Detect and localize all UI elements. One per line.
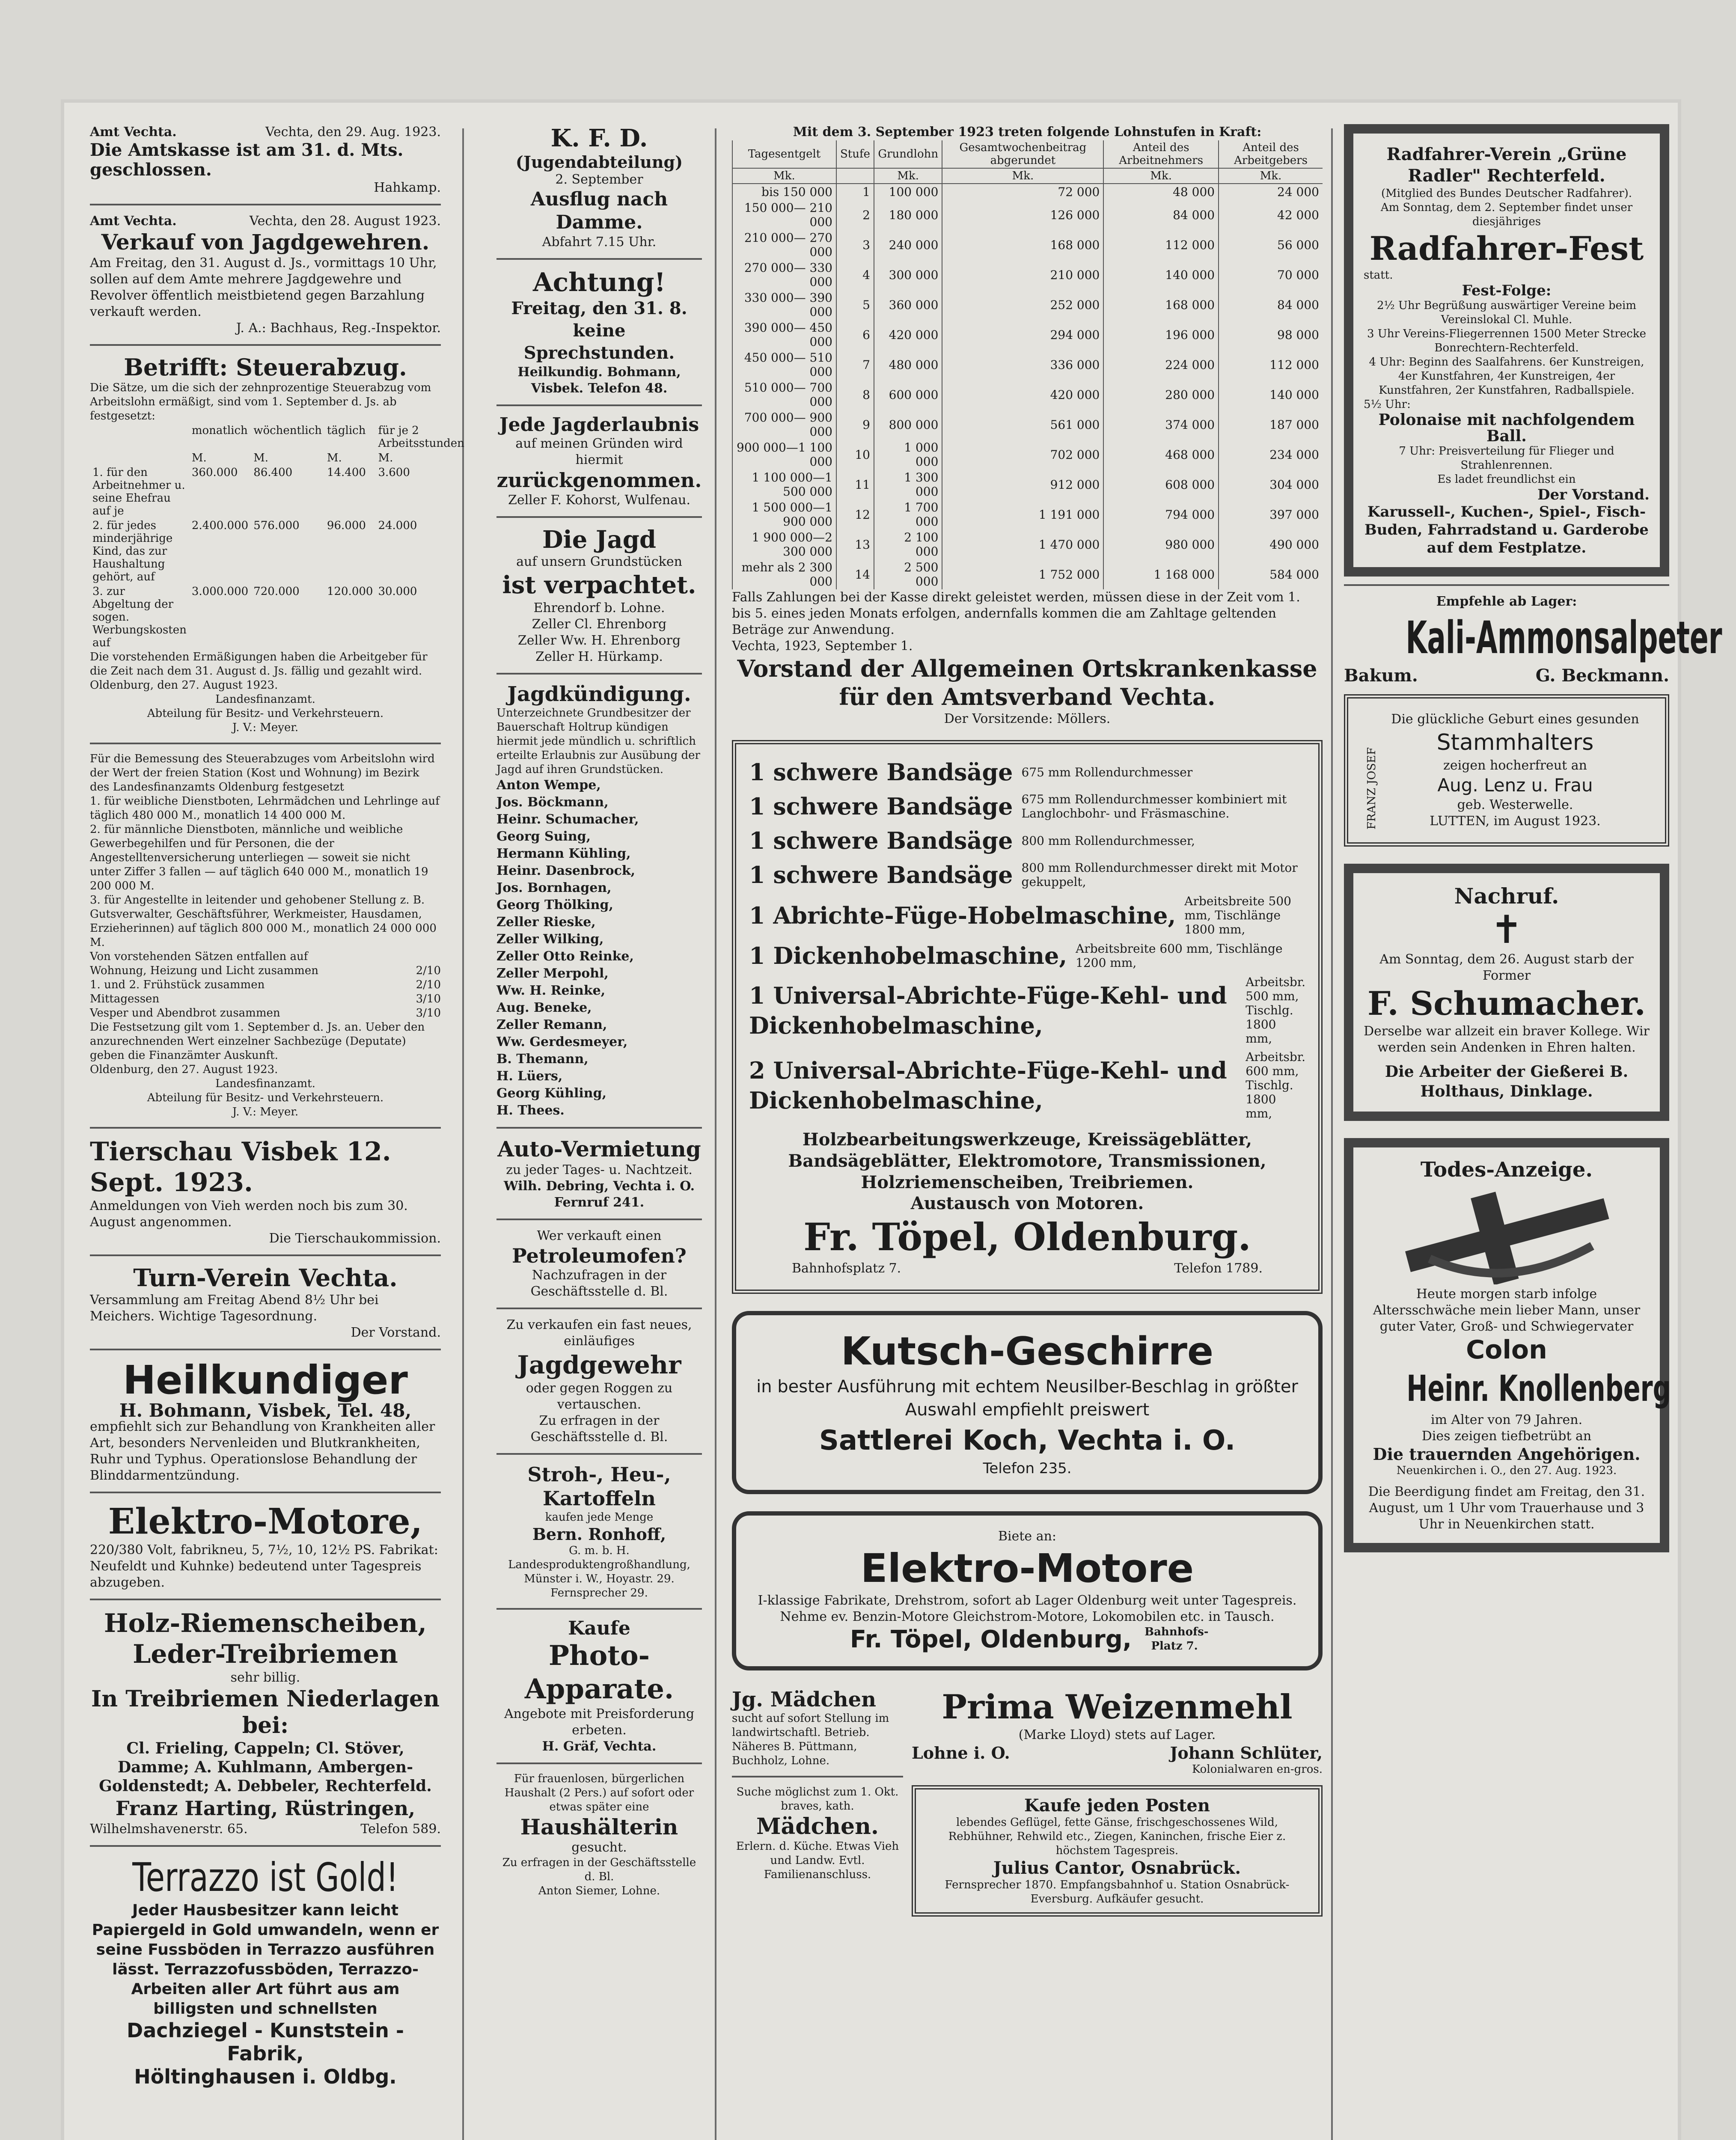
list-item: B. Themann,	[496, 1052, 589, 1067]
ad-photo: Kaufe Photo-Apparate. Angebote mit Preisforderung erbeten. H. Gräf, Vechta.	[496, 1617, 702, 1755]
table-cell: 1 470 000	[942, 529, 1103, 559]
list-item: Ww. H. Reinke,	[496, 983, 606, 998]
table-row	[732, 230, 1323, 260]
table-cell: 490 000	[1219, 529, 1323, 559]
table-cell: 450 000— 510 000	[732, 350, 836, 380]
notice-body: Am Freitag, den 31. August d. Js., vormittags 10 Uhr, sollen auf dem Amte mehrere Jagdgewehre und Revolver öffentlich meistbietend gegen Barzahlung verkauft werden.	[90, 256, 437, 319]
table-cell: 1 191 000	[942, 499, 1103, 529]
table-cell: 210 000	[942, 260, 1103, 290]
table-cell: 6	[836, 320, 874, 350]
table-cell: 1 168 000	[1103, 559, 1219, 589]
ad-kali: Empfehle ab Lager: Kali-Ammonsalpeter Bakum. G. Beckmann.	[1344, 594, 1722, 686]
ad-jagderlaubnis: Jede Jagderlaubnis auf meinen Gründen wird hiermit zurückgenommen. Zeller F. Kohorst, Wulfenau.	[496, 414, 702, 508]
table-cell: 12	[836, 499, 874, 529]
ad-title: Elektro-Motore,	[108, 1501, 423, 1542]
table-cell: 84 000	[1103, 200, 1219, 230]
table-cell: 3	[836, 230, 874, 260]
table-row	[732, 410, 1323, 440]
table-cell: 374 000	[1103, 410, 1219, 440]
table-cell: 700 000— 900 000	[732, 410, 836, 440]
list-item: H. Thees.	[496, 1103, 565, 1118]
table-cell: 336 000	[942, 350, 1103, 380]
notice-title: Betrifft: Steuerabzug.	[124, 354, 407, 381]
table-row	[732, 470, 1323, 499]
ad-kfd: K. F. D. (Jugendabteilung) 2. September Ausflug nach Damme. Abfahrt 7.15 Uhr.	[496, 124, 702, 250]
notice-title: Mit dem 3. September 1923 treten folgende Lohnstufen in Kraft:	[793, 125, 1262, 140]
list-item: Zeller Merpohl,	[496, 966, 609, 981]
table-cell: 168 000	[1103, 290, 1219, 320]
notice-amtskasse	[90, 124, 441, 196]
table-cell: 168 000	[942, 230, 1103, 260]
table-row: 3. zur Abgeltung der sogen. Werbungskosten auf 3.000.000 720.000 120.000 30.000	[92, 585, 417, 649]
table-row	[732, 320, 1323, 350]
right-ads	[912, 1688, 1323, 1917]
machine-spec: Arbeitsbr. 500 mm, Tischlg. 1800 mm,	[1246, 975, 1305, 1046]
table-cell: 1 100 000—1 500 000	[732, 470, 836, 499]
list-item: 2½ Uhr Begrüßung auswärtiger Vereine beim Vereinslokal Cl. Muhle.	[1377, 299, 1636, 326]
ad-title: Jagdkündigung.	[507, 682, 691, 706]
machine-name: 2 Universal-Abrichte-Füge-Kehl- und Dickenhobelmaschine,	[749, 1056, 1227, 1114]
table-cell: 420 000	[942, 380, 1103, 410]
table-row	[732, 350, 1323, 380]
table-cell: 56 000	[1219, 230, 1323, 260]
ad-turnverein: Turn-Verein Vechta. Versammlung am Freitag Abend 8½ Uhr bei Meichers. Wichtige Tagesordnung. Der Vorstand.	[90, 1264, 441, 1340]
ad-kutsch-geschirre: Kutsch-Geschirre in bester Ausführung mit echtem Neusilber-Beschlag in größter Auswahl empfiehlt preiswert Sattlerei Koch, Vechta i. O. Telefon 235.	[732, 1311, 1323, 1494]
ad-title: Todes-Anzeige.	[1420, 1158, 1593, 1182]
tax-table: monatlich wöchentlich täglich für je 2 Arbeitsstunden M. M. M. M. 1. für den Arbeitnehmer u. seine Ehefrau auf je 360.000 86.400 14.400 3.600 2. für jedes minderjährige Kind, das zur Haushaltung gehört, auf 2.400.000 576.000 96.000 24.000 3. zur Abgeltung der sogen. Werbungskosten auf 3.000.000 720.000 120.000 30.000	[90, 423, 467, 650]
table-cell: 234 000	[1219, 440, 1323, 470]
table-cell: 794 000	[1103, 499, 1219, 529]
newspaper-page	[64, 103, 1722, 2140]
list-item: Heinr. Dasenbrock,	[496, 863, 636, 878]
table-cell: 561 000	[942, 410, 1103, 440]
table-cell: 2 100 000	[874, 529, 942, 559]
wage-table: Tagesentgelt Stufe Grundlohn Gesamtwochenbeitrag abgerundet Anteil des Arbeitnehmers Anteil des Arbeitgebers Mk. Mk. Mk. Mk. Mk. bis 150 000 1 100 000 72 000 48 000 24 000 150 000— 210 000 2 180 000 126 000 84 000 42 000 210 000— 270 000 3 240 000 168 000 112 000 56 000 270 000— 330 000 4 300 000 210 000 140 000 70 000 330 000— 390 000 5 360 000 252 000 168 000 84 000 390 000— 450 000 6 420 000 294 000 196 000 98 000 450 000— 510 000 7 480 000 336 000 224 000 112 000 510 000— 700 000 8 600 000 420 000 280 000 140 000 700 000— 900 000 9 800 000 561 000 374 000 187 000 900 000—1 100 000 10 1 000 000 702 000 468 000 234 000 1 100 000—1 500 000 11 1 300 000 912 000 608 000 304 000 1 500 000—1 900 000 12 1 700 000 1 191 000 794 000 397 000 1 900 000—2 300 000 13 2 100 000 1 470 000 980 000 490 000 mehr als 2 300 000 14 2 500 000 1 752 000 1 168 000 584 000	[732, 140, 1323, 589]
machine-name: 1 schwere Bandsäge	[749, 793, 1013, 820]
ad-achtung: Achtung! Freitag, den 31. 8. keine Sprechstunden. Heilkundig. Bohmann, Visbek. Telefon 48.	[496, 268, 702, 397]
table-cell: 270 000— 330 000	[732, 260, 836, 290]
table-cell: 702 000	[942, 440, 1103, 470]
table-cell: 187 000	[1219, 410, 1323, 440]
table-cell: 468 000	[1103, 440, 1219, 470]
ad-haushaelterin: Für frauenlosen, bürgerlichen Haushalt (2 Pers.) auf sofort oder etwas später eine Haushälterin gesucht. Zu erfragen in der Geschäftsstelle d. Bl. Anton Siemer, Lohne.	[496, 1772, 702, 1898]
list-item: Zeller Remann,	[496, 1017, 607, 1032]
table-cell: 112 000	[1219, 350, 1323, 380]
table-cell: 1 900 000—2 300 000	[732, 529, 836, 559]
list-item: 3. für Angestellte in leitender und gehobener Stellung z. B. Gutsverwalter, Geschäftsführer, Werkmeister, Hausdamen, Erzieherinnen) auf täglich 800 000 M., monatlich 24 000 000 M.	[90, 894, 437, 949]
list-item: 4 Uhr: Beginn des Saalfahrens. 6er Kunstreigen, 4er Kunstfahren, 4er Kunstreigen, 4er Kunstfahren, 2er Kunstfahren, Radballspiele.	[1369, 356, 1644, 397]
ad-title: Mädchen.	[756, 1813, 879, 1840]
ad-title: Petroleumofen?	[512, 1244, 687, 1267]
table-cell: 1 700 000	[874, 499, 942, 529]
notice-head: Amt Vechta.	[90, 214, 177, 229]
table-cell: 224 000	[1103, 350, 1219, 380]
table-row	[732, 559, 1323, 589]
ad-title: Prima Weizenmehl	[942, 1688, 1293, 1727]
table-row	[732, 260, 1323, 290]
table-row	[732, 184, 1323, 200]
ad-terrazzo: Terrazzo ist Gold! Jeder Hausbesitzer kann leicht Papiergeld in Gold umwandeln, wenn er seine Fussböden in Terrazzo ausführen lässt. Terrazzofussböden, Terrazzo-Arbeiten aller Art führt aus am billigsten und schnellsten Dachziegel - Kunststein - Fabrik, Höltinghausen i. Oldbg.	[92, 1855, 439, 2088]
machine-spec: 800 mm Rollendurchmesser,	[1021, 833, 1195, 848]
table-cell: 210 000— 270 000	[732, 230, 836, 260]
list-item: Ww. Gerdesmeyer,	[496, 1034, 628, 1049]
machine-list	[749, 757, 1305, 1121]
list-item: 2. für männliche Dienstboten, männliche und weibliche Gewerbegehilfen und für Personen, die der Angestelltenversicherung unterliegen — soweit sie nicht unter Ziffer 3 fallen — auf täglich 640 000 M., monatlich 19 200 000 M.	[90, 823, 428, 892]
machine-name: 1 schwere Bandsäge	[749, 758, 1013, 786]
cross-wreath-icon	[1378, 1182, 1635, 1284]
machine-name: 1 schwere Bandsäge	[749, 861, 1013, 889]
table-cell: 70 000	[1219, 260, 1323, 290]
table-cell: 397 000	[1219, 499, 1323, 529]
list-item: Aug. Beneke,	[496, 1000, 592, 1015]
column-1	[90, 124, 464, 2088]
table-cell: 252 000	[942, 290, 1103, 320]
ad-title: Jede Jagderlaubnis	[499, 414, 699, 436]
ad-title: Kali-Ammonsalpeter	[1406, 612, 1722, 664]
table-cell: 100 000	[874, 184, 942, 200]
ad-radfahrerfest: Radfahrer-Verein „Grüne Radler" Rechterfeld. (Mitglied des Bundes Deutscher Radfahrer). Am Sonntag, dem 2. September findet unser diesjähriges Radfahrer-Fest statt. Fest-Folge: 2½ Uhr Begrüßung auswärtiger Vereine beim Vereinslokal Cl. Muhle. 3 Uhr Vereins-Fliegerrennen 1500 Meter Strecke Bonrechtern-Rechterfeld. 4 Uhr: Beginn des Saalfahrens. 6er Kunstreigen, 4er Kunstfahren, 4er Kunstreigen, 4er Kunstfahren, 2er Kunstfahren, Radballspiele. 5½ Uhr: Polonaise mit nachfolgendem Ball. 7 Uhr: Preisverteilung für Flieger und Strahlenrennen. Es ladet freundlichst ein Der Vorstand. Karussell-, Kuchen-, Spiel-, Fisch-Buden, Fahrradstand u. Garderobe auf dem Festplatze.	[1344, 124, 1669, 577]
notice-date: Oldenburg, den 27. August 1923.	[90, 679, 278, 692]
table-cell: 330 000— 390 000	[732, 290, 836, 320]
ad-title: Auto-Vermietung	[497, 1136, 701, 1162]
machine-name: 1 Abrichte-Füge-Hobelmaschine,	[749, 901, 1176, 929]
ad-title: Tierschau Visbek 12. Sept. 1923.	[90, 1137, 391, 1198]
table-row	[732, 290, 1323, 320]
list-item	[749, 860, 1305, 890]
table-cell: 390 000— 450 000	[732, 320, 836, 350]
list-item	[749, 791, 1305, 821]
notice-date: Vechta, den 29. Aug. 1923.	[265, 125, 441, 140]
table-cell: 240 000	[874, 230, 942, 260]
list-item: Heinr. Schumacher,	[496, 812, 639, 827]
ad-title: Heilkundiger	[123, 1357, 408, 1403]
notice-body: Die vorstehenden Ermäßigungen haben die Arbeitgeber für die Zeit nach dem 31. August d. Js. fällig und gezahlt wird.	[90, 651, 428, 678]
notice-lohnstufen: Mit dem 3. September 1923 treten folgende Lohnstufen in Kraft: Tagesentgelt Stufe Grundlohn Gesamtwochenbeitrag abgerundet Anteil des Arbeitnehmers Anteil des Arbeitgebers Mk. Mk. Mk. Mk. Mk. bis 150 000 1 100 000 72 000 48 000 24 000 150 000— 210 000 2 180 000 126 000 84 000 42 000 210 000— 270 000 3 240 000 168 000 112 000 56 000 270 000— 330 000 4 300 000 210 000 140 000 70 000 330 000— 390 000 5 360 000 252 000 168 000 84 000 390 000— 450 000 6 420 000 294 000 196 000 98 000 450 000— 510 000 7 480 000 336 000 224 000 112 000 510 000— 700 000 8 600 000 420 000 280 000 140 000 700 000— 900 000 9 800 000 561 000 374 000 187 000 900 000—1 100 000 10 1 000 000 702 000 468 000 234 000 1 100 000—1 500 000 11 1 300 000 912 000 608 000 304 000 1 500 000—1 900 000 12 1 700 000 1 191 000 794 000 397 000 1 900 000—2 300 000 13 2 100 000 1 470 000 980 000 490 000 mehr als 2 300 000 14 2 500 000 1 752 000 1 168 000 584 000 Falls Zahlungen bei der Kasse direkt geleistet werden, müssen diese in der Zeit vom 1. bis 5. eines jeden Monats erfolgen, andernfalls kommen die am Zahltage geltenden Beträge zur Anwendung. Vechta, 1923, September 1. Vorstand der Allgemeinen Ortskrankenkasse für den Amtsverband Vechta. Der Vorsitzende: Möllers.	[732, 124, 1323, 727]
ad-title: Jg. Mädchen	[732, 1688, 877, 1712]
ad-title: Turn-Verein Vechta.	[133, 1264, 398, 1292]
ad-tierschau: Tierschau Visbek 12. Sept. 1923. Anmeldungen von Vieh werden noch bis zum 30. August angenommen. Die Tierschaukommission.	[90, 1137, 441, 1246]
table-cell: 300 000	[874, 260, 942, 290]
ad-jagdgewehr: Zu verkaufen ein fast neues, einläufiges Jagdgewehr oder gegen Roggen zu vertauschen. Zu erfragen in der Geschäftsstelle d. Bl.	[496, 1317, 702, 1445]
table-cell: 480 000	[874, 350, 942, 380]
column-4	[1344, 124, 1722, 1552]
list-item	[749, 826, 1305, 856]
notice-sign: Hahkamp.	[374, 180, 441, 195]
ad-petroleumofen: Wer verkauft einen Petroleumofen? Nachzufragen in der Geschäftsstelle d. Bl.	[496, 1228, 702, 1300]
table-cell: 98 000	[1219, 320, 1323, 350]
ad-jagd-verpachtet: Die Jagd auf unsern Grundstücken ist verpachtet. Ehrendorf b. Lohne. Zeller Cl. Ehrenborg Zeller Ww. H. Ehrenborg Zeller H. Hürkamp.	[496, 526, 702, 665]
list-item	[749, 941, 1305, 971]
notice-title: Verkauf von Jagdgewehren.	[101, 229, 430, 255]
list-item: Zeller Otto Reinke,	[496, 949, 634, 964]
table-cell: 1 000 000	[874, 440, 942, 470]
ad-jg-maedchen: Jg. Mädchen sucht auf sofort Stellung im landwirtschaftl. Betrieb. Näheres B. Püttmann, Buchholz, Lohne.	[732, 1688, 903, 1768]
list-item: Georg Thölking,	[496, 898, 613, 912]
ad-geburt: FRANZ JOSEF Die glückliche Geburt eines gesunden Stammhalters zeigen hocherfreut an Aug. Lenz u. Frau geb. Westerwelle. LUTTEN, im August 1923.	[1344, 694, 1669, 847]
column-3	[732, 124, 1323, 1917]
table-row	[732, 499, 1323, 529]
table-cell: 584 000	[1219, 559, 1323, 589]
table-cell: 2	[836, 200, 874, 230]
list-item: Jos. Bornhagen,	[496, 880, 612, 895]
table-cell: bis 150 000	[732, 184, 836, 200]
list-item: Jos. Böckmann,	[496, 795, 609, 810]
ad-nachruf: Nachruf. ✝ Am Sonntag, dem 26. August starb der Former F. Schumacher. Derselbe war allzeit ein braver Kollege. Wir werden sein Andenken in Ehren halten. Die Arbeiter der Gießerei B. Holthaus, Dinklage.	[1344, 864, 1669, 1121]
name-list	[496, 777, 702, 1119]
table-row	[732, 380, 1323, 410]
table-cell: 140 000	[1103, 260, 1219, 290]
notice-jagdgewehre	[90, 213, 441, 336]
table-row	[732, 200, 1323, 230]
ad-title: Elektro-Motore	[860, 1546, 1194, 1591]
cross-icon: ✝	[1490, 907, 1523, 952]
ad-title: Photo-Apparate.	[524, 1640, 674, 1705]
list-item: Zeller Wilking,	[496, 932, 604, 947]
table-cell: 608 000	[1103, 470, 1219, 499]
table-cell: 11	[836, 470, 874, 499]
ad-stroh: Stroh-, Heu-, Kartoffeln kaufen jede Menge Bern. Ronhoff, G. m. b. H. Landesproduktengroßhandlung, Münster i. W., Hoyastr. 29. Fernsprecher 29.	[496, 1462, 702, 1600]
table-cell: 84 000	[1219, 290, 1323, 320]
table-cell: 510 000— 700 000	[732, 380, 836, 410]
table-cell: 180 000	[874, 200, 942, 230]
notice-body: Die Amtskasse ist am 31. d. Mts. geschlossen.	[90, 140, 404, 180]
table-row	[732, 529, 1323, 559]
ad-title: Nachruf.	[1454, 883, 1559, 909]
table-cell: 912 000	[942, 470, 1103, 499]
table-cell: 280 000	[1103, 380, 1219, 410]
machine-spec: Arbeitsbr. 600 mm, Tischlg. 1800 mm,	[1246, 1050, 1305, 1121]
table-row	[732, 440, 1323, 470]
ad-title: Stroh-, Heu-, Kartoffeln	[527, 1463, 671, 1510]
table-cell: 800 000	[874, 410, 942, 440]
ad-maedchen: Suche möglichst zum 1. Okt. braves, kath. Mädchen. Erlern. d. Küche. Etwas Vieh und Landw. Evtl. Familienanschluss.	[732, 1785, 903, 1882]
table-cell: 10	[836, 440, 874, 470]
column-2	[496, 124, 702, 1898]
notice-date: Vechta, den 28. August 1923.	[249, 214, 441, 229]
notice-body: Die Sätze, um die sich der zehnprozentige Steuerabzug vom Arbeitslohn ermäßigt, sind vom 1. September d. Js. ab festgesetzt:	[90, 381, 431, 422]
list-item: Anton Wempe,	[496, 778, 601, 793]
notice-sign: J. V.: Meyer.	[232, 721, 299, 734]
ad-title: Die Jagd	[542, 526, 657, 554]
ad-title: Terrazzo ist Gold!	[132, 1855, 398, 1900]
list-item: Georg Suing,	[496, 829, 591, 844]
table-cell: 980 000	[1103, 529, 1219, 559]
ad-title: Jagdgewehr	[517, 1350, 681, 1379]
list-item: H. Lüers,	[496, 1069, 563, 1084]
table-cell: 126 000	[942, 200, 1103, 230]
machine-name: 1 Dickenhobelmaschine,	[749, 942, 1067, 969]
table-cell: 600 000	[874, 380, 942, 410]
small-ads	[732, 1688, 903, 1917]
table-cell: 2 500 000	[874, 559, 942, 589]
ad-cantor: Kaufe jeden Posten lebendes Geflügel, fette Gänse, frischgeschossenes Wild, Rebhühner, Rehwild etc., Ziegen, Kaninchen, frische Eier z. höchstem Tagespreis. Julius Cantor, Osnabrück. Fernsprecher 1870. Empfangsbahnhof u. Station Osnabrück-Eversburg. Aufkäufer gesucht.	[912, 1785, 1323, 1917]
table-cell: 196 000	[1103, 320, 1219, 350]
table-cell: 42 000	[1219, 200, 1323, 230]
table-cell: mehr als 2 300 000	[732, 559, 836, 589]
table-cell: 360 000	[874, 290, 942, 320]
table-cell: 150 000— 210 000	[732, 200, 836, 230]
machine-spec: 675 mm Rollendurchmesser kombiniert mit Langlochbohr- und Fräsmaschine.	[1021, 792, 1287, 820]
list-item: 5½ Uhr:	[1364, 398, 1411, 411]
ad-title: Kaufe jeden Posten	[1024, 1795, 1210, 1816]
table-cell: 7	[836, 350, 874, 380]
table-cell: 14	[836, 559, 874, 589]
ad-heilkundiger: Heilkundiger H. Bohmann, Visbek, Tel. 48, empfiehlt sich zur Behandlung von Krankheiten aller Art, besonders Nervenleiden und Blutkrankheiten, Ruhr und Typhus. Operationslose Behandlung der Blinddarmentzündung.	[90, 1358, 441, 1484]
list-item	[749, 1050, 1305, 1121]
table-cell: 24 000	[1219, 184, 1323, 200]
ad-elektromotore: Elektro-Motore, 220/380 Volt, fabrikneu, 5, 7½, 10, 12½ PS. Fabrikat: Neufeldt und Kuhnke) bedeutend unter Tagespreis abzugeben.	[90, 1501, 441, 1591]
list-item: 3 Uhr Vereins-Fliegerrennen 1500 Meter Strecke Bonrechtern-Rechterfeld.	[1367, 327, 1646, 354]
ad-auto-vermietung: Auto-Vermietung zu jeder Tages- u. Nachtzeit. Wilh. Debring, Vechta i. O. Fernruf 241.	[496, 1136, 702, 1211]
table-cell: 4	[836, 260, 874, 290]
table-cell: 304 000	[1219, 470, 1323, 499]
ad-jagdkuendigung: Jagdkündigung. Unterzeichnete Grundbesitzer der Bauerschaft Holtrup kündigen hiermit jede mündlich u. schriftlich erteilte Erlaubnis zur Ausübung der Jagd auf ihren Grundstücken. Anton Wempe, Jos. Böckmann, Heinr. Schumacher, Georg Suing, Hermann Kühling, Heinr. Dasenbrock, Jos. Bornhagen, Georg Thölking, Zeller Rieske, Zeller Wilking, Zeller Otto Reinke, Zeller Merpohl, Ww. H. Reinke, Aug. Beneke, Zeller Remann, Ww. Gerdesmeyer, B. Themann, H. Lüers, Georg Kühling, H. Thees.	[496, 682, 702, 1119]
table-cell: 294 000	[942, 320, 1103, 350]
list-item: Georg Kühling,	[496, 1086, 607, 1101]
ad-title: Haushälterin	[520, 1814, 678, 1840]
table-cell: 48 000	[1103, 184, 1219, 200]
ad-todesanzeige: Todes-Anzeige. Heute morgen starb infolge Altersschwäche mein lieber Mann, unser guter Vater, Groß- und Schwiegervater Colon Heinr. Knollenberg im Alter von 79 Jahren. Dies zeigen tiefbetrübt an Die trauernden Angehörigen. Neuenkirchen i. O., den 27. Aug. 1923. Die Beerdigung findet am Freitag, den 31. August, um 1 Uhr vom Trauerhause und 3 Uhr in Neuenkirchen statt.	[1344, 1138, 1669, 1552]
ad-weizenmehl: Prima Weizenmehl (Marke Lloyd) stets auf Lager. Lohne i. O. Johann Schlüter, Kolonialwaren en-gros.	[912, 1688, 1323, 1776]
ad-title: Achtung!	[533, 268, 666, 297]
table-cell: 8	[836, 380, 874, 410]
ad-title: K. F. D.	[550, 124, 648, 152]
list-item: Hermann Kühling,	[496, 846, 631, 861]
table-row: 2. für jedes minderjährige Kind, das zur Haushaltung gehört, auf 2.400.000 576.000 96.000 24.000	[92, 519, 417, 583]
ad-toepel-maschinen: 1 schwere Bandsäge 675 mm Rollendurchmesser 1 schwere Bandsäge 675 mm Rollendurchmesser kombiniert mit Langlochbohr- und Fräsmaschine. 1 schwere Bandsäge 800 mm Rollendurchmesser, 1 schwere Bandsäge 800 mm Rollendurchmesser direkt mit Motor gekuppelt, 1 Abrichte-Füge-Hobelmaschine, Arbeitsbreite 500 mm, Tischlänge 1800 mm, 1 Dickenhobelmaschine, Arbeitsbreite 600 mm, Tischlänge 1200 mm, 1 Universal-Abrichte-Füge-Kehl- und Dickenhobelmaschine, Arbeitsbr. 500 mm, Tischlg. 1800 mm, 2 Universal-Abrichte-Füge-Kehl- und Dickenhobelmaschine, Arbeitsbr. 600 mm, Tischlg. 1800 mm, Holzbearbeitungswerkzeuge, Kreissägeblätter, Bandsägeblätter, Elektromotore, Transmissionen, Holzriemenscheiben, Treibriemen. Austausch von Motoren. Fr. Töpel, Oldenburg. Bahnhofsplatz 7. Telefon 1789.	[732, 740, 1323, 1294]
table-cell: 13	[836, 529, 874, 559]
notice-steuerabzug: Betrifft: Steuerabzug. Die Sätze, um die sich der zehnprozentige Steuerabzug vom Arbeitslohn ermäßigt, sind vom 1. September d. Js. ab festgesetzt: monatlich wöchentlich täglich für je 2 Arbeitsstunden M. M. M. M. 1. für den Arbeitnehmer u. seine Ehefrau auf je 360.000 86.400 14.400 3.600 2. für jedes minderjährige Kind, das zur Haushaltung gehört, auf 2.400.000 576.000 96.000 24.000 3. zur Abgeltung der sogen. Werbungskosten auf 3.000.000 720.000 120.000 30.000 Die vorstehenden Ermäßigungen haben die Arbeitgeber für die Zeit nach dem 31. August d. Js. fällig und gezahlt wird. Oldenburg, den 27. August 1923. Landesfinanzamt. Abteilung für Besitz- und Verkehrsteuern. J. V.: Meyer.	[90, 354, 441, 735]
table-cell: 112 000	[1103, 230, 1219, 260]
ad-title: Kutsch-Geschirre	[841, 1329, 1214, 1374]
list-item	[749, 757, 1305, 787]
machine-name: 1 Universal-Abrichte-Füge-Kehl- und Dickenhobelmaschine,	[749, 981, 1227, 1039]
notice-head: Amt Vechta.	[90, 125, 177, 140]
ad-riemenscheiben: Holz-Riemenscheiben, Leder-Treibriemen sehr billig. In Treibriemen Niederlagen bei: Cl. Frieling, Cappeln; Cl. Stöver, Damme; A. Kuhlmann, Ambergen-Goldenstedt; A. Debbeler, Rechterfeld. Franz Harting, Rüstringen, Wilhelmshavenerstr. 65. Telefon 589.	[90, 1608, 441, 1837]
ad-title: Radfahrer-Verein „Grüne Radler" Rechterfeld.	[1386, 144, 1627, 186]
list-item	[749, 894, 1305, 936]
table-cell: 420 000	[874, 320, 942, 350]
table-cell: 1 300 000	[874, 470, 942, 499]
table-cell: 900 000—1 100 000	[732, 440, 836, 470]
table-cell: 140 000	[1219, 380, 1323, 410]
machine-spec: 800 mm Rollendurchmesser direkt mit Motor gekuppelt,	[1021, 861, 1298, 889]
table-cell: 1	[836, 184, 874, 200]
column-rule	[1331, 128, 1333, 2140]
list-item: Zeller Rieske,	[496, 915, 596, 930]
machine-spec: Arbeitsbreite 500 mm, Tischlänge 1800 mm,	[1184, 894, 1291, 936]
machine-spec: Arbeitsbreite 600 mm, Tischlänge 1200 mm,	[1076, 942, 1283, 970]
machine-spec: 675 mm Rollendurchmesser	[1021, 765, 1193, 779]
bottom-row	[732, 1688, 1323, 1917]
table-row: 1. für den Arbeitnehmer u. seine Ehefrau auf je 360.000 86.400 14.400 3.600	[92, 466, 410, 517]
machine-name: 1 schwere Bandsäge	[749, 827, 1013, 854]
table-cell: 1 752 000	[942, 559, 1103, 589]
list-item: 1. für weibliche Dienstboten, Lehrmädchen und Lehrlinge auf täglich 480 000 M., monatlich 14 400 000 M.	[90, 795, 440, 822]
ad-elektro-motore-toepel: Biete an: Elektro-Motore I-klassige Fabrikate, Drehstrom, sofort ab Lager Oldenburg weit unter Tagespreis. Nehme ev. Benzin-Motore Gleichstrom-Motore, Lokomobilen etc. in Tausch. Fr. Töpel, Oldenburg, Bahnhofs-Platz 7.	[732, 1511, 1323, 1670]
notice-sachbezug: Für die Bemessung des Steuerabzuges vom Arbeitslohn wird der Wert der freien Station (Kost und Wohnung) im Bezirk des Landesfinanzamts Oldenburg festgesetzt 1. für weibliche Dienstboten, Lehrmädchen und Lehrlinge auf täglich 480 000 M., monatlich 14 400 000 M. 2. für männliche Dienstboten, männliche und weibliche Gewerbegehilfen und für Personen, die der Angestelltenversicherung unterliegen — soweit sie nicht unter Ziffer 3 fallen — auf täglich 640 000 M., monatlich 19 200 000 M. 3. für Angestellte in leitender und gehobener Stellung z. B. Gutsverwalter, Geschäftsführer, Werkmeister, Hausdamen, Erzieherinnen) auf täglich 800 000 M., monatlich 24 000 000 M. Von vorstehenden Sätzen entfallen auf Wohnung, Heizung und Licht zusammen 2/10 1. und 2. Frühstück zusammen 2/10 Mittagessen 3/10 Vesper und Abendbrot zusammen 3/10 Die Festsetzung gilt vom 1. September d. Js. an. Ueber den anzurechnenden Wert einzelner Sachbezüge (Deputate) geben die Finanzämter Auskunft. Oldenburg, den 27. August 1923. Landesfinanzamt. Abteilung für Besitz- und Verkehrsteuern. J. V.: Meyer.	[90, 752, 441, 1118]
firm-name: Fr. Töpel, Oldenburg.	[803, 1215, 1251, 1259]
column-rule	[715, 128, 716, 2140]
notice-sign: J. A.: Bachhaus, Reg.-Inspektor.	[236, 321, 441, 336]
table-cell: 5	[836, 290, 874, 320]
table-cell: 1 500 000—1 900 000	[732, 499, 836, 529]
list-item	[749, 975, 1305, 1046]
table-cell: 72 000	[942, 184, 1103, 200]
table-cell: 9	[836, 410, 874, 440]
